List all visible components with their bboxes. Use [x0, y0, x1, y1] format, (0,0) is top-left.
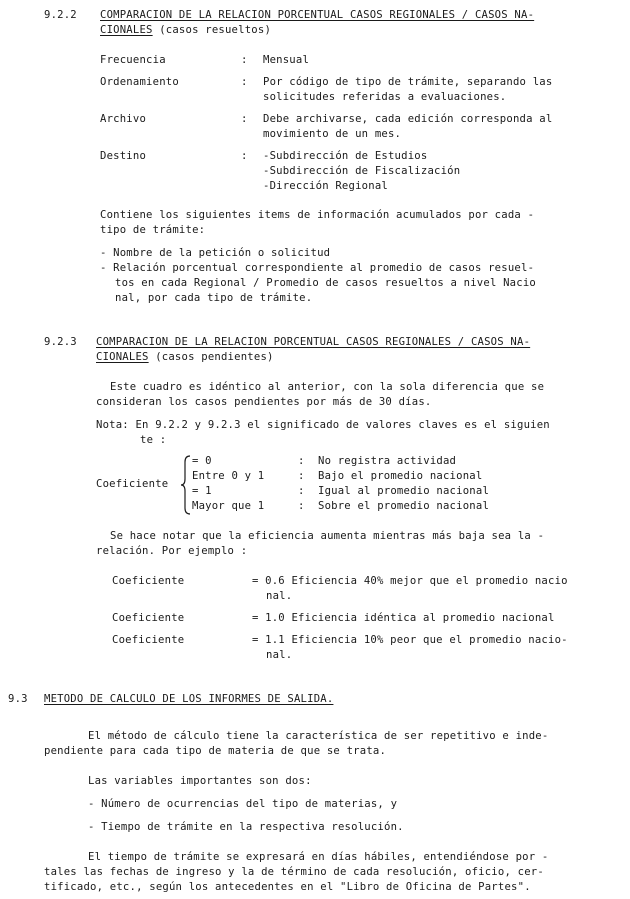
- section-title-93: METODO DE CALCULO DE LOS INFORMES DE SALIDA.: [44, 693, 334, 705]
- coef-desc: No registra actividad: [318, 455, 457, 467]
- section-title-923-suffix: (casos pendientes): [148, 351, 274, 363]
- section-title-923-underlined: CIONALES: [96, 351, 149, 363]
- field-label-frecuencia: Frecuencia: [100, 54, 166, 66]
- bullet-item: - Número de ocurrencias del tipo de materias, y: [88, 798, 398, 810]
- example-label: Coeficiente: [112, 634, 185, 646]
- section-number-93: 9.3: [8, 693, 28, 705]
- section-title-922-underlined: CIONALES: [100, 24, 153, 36]
- field-value-frecuencia: Mensual: [263, 54, 310, 66]
- paragraph-line: Se hace notar que la eficiencia aumenta mientras más baja sea la -: [110, 530, 545, 542]
- paragraph-line: tales las fechas de ingreso y la de término de cada resolución, oficio, cer-: [44, 866, 544, 878]
- curly-brace-icon: [180, 454, 192, 516]
- paragraph-line: El tiempo de trámite se expresará en días hábiles, entendiéndose por -: [88, 851, 549, 863]
- bullet-item: - Relación porcentual correspondiente al promedio de casos resuel-: [100, 262, 535, 274]
- paragraph-line: relación. Por ejemplo :: [96, 545, 248, 557]
- field-label-ordenamiento: Ordenamiento: [100, 76, 179, 88]
- example-value-line1: = 0.6 Eficiencia 40% mejor que el promedio nacio: [252, 575, 568, 587]
- coef-colon: :: [298, 500, 305, 512]
- bullet-item-cont: tos en cada Regional / Promedio de casos resueltos a nivel Nacio: [115, 277, 536, 289]
- contains-text-line1: Contiene los siguientes items de información acumulados por cada -: [100, 209, 535, 221]
- paragraph-line: tificado, etc., según los antecedentes en el "Libro de Oficina de Partes".: [44, 881, 531, 893]
- example-value-line1: = 1.0 Eficiencia idéntica al promedio nacional: [252, 612, 555, 624]
- section-number-923: 9.2.3: [44, 336, 77, 348]
- coef-cond: = 1: [192, 485, 212, 497]
- paragraph-line: El método de cálculo tiene la característica de ser repetitivo e inde-: [88, 730, 549, 742]
- coef-label: Coeficiente: [96, 478, 169, 490]
- paragraph-line: Las variables importantes son dos:: [88, 775, 312, 787]
- example-value-line2: nal.: [266, 649, 293, 661]
- bullet-item: - Nombre de la petición o solicitud: [100, 247, 331, 259]
- field-colon: :: [241, 150, 248, 162]
- contains-text-line2: tipo de trámite:: [100, 224, 206, 236]
- section-title-922-line1: COMPARACION DE LA RELACION PORCENTUAL CASOS REGIONALES / CASOS NA-: [100, 9, 535, 21]
- bullet-item: - Tiempo de trámite en la respectiva resolución.: [88, 821, 404, 833]
- section-title-922-suffix: (casos resueltos): [152, 24, 272, 36]
- coef-colon: :: [298, 455, 305, 467]
- coef-desc: Sobre el promedio nacional: [318, 500, 490, 512]
- field-value-destino-line1: -Subdirección de Estudios: [263, 150, 428, 162]
- bullet-item-cont: nal, por cada tipo de trámite.: [115, 292, 313, 304]
- section-title-923-line1: COMPARACION DE LA RELACION PORCENTUAL CASOS REGIONALES / CASOS NA-: [96, 336, 531, 348]
- coef-cond: Mayor que 1: [192, 500, 265, 512]
- coef-desc: Igual al promedio nacional: [318, 485, 490, 497]
- coef-colon: :: [298, 470, 305, 482]
- field-value-destino-line3: -Dirección Regional: [263, 180, 388, 192]
- field-value-ordenamiento-line2: solicitudes referidas a evaluaciones.: [263, 91, 507, 103]
- example-value-line1: = 1.1 Eficiencia 10% peor que el promedio nacio-: [252, 634, 568, 646]
- section-number-922: 9.2.2: [44, 9, 77, 21]
- field-value-destino-line2: -Subdirección de Fiscalización: [263, 165, 461, 177]
- nota-line2: te :: [140, 434, 167, 446]
- coef-cond: Entre 0 y 1: [192, 470, 265, 482]
- example-value-line2: nal.: [266, 590, 293, 602]
- example-label: Coeficiente: [112, 575, 185, 587]
- field-colon: :: [241, 54, 248, 66]
- coef-desc: Bajo el promedio nacional: [318, 470, 483, 482]
- coef-cond: = 0: [192, 455, 212, 467]
- field-colon: :: [241, 113, 248, 125]
- field-value-archivo-line1: Debe archivarse, cada edición corresponda al: [263, 113, 553, 125]
- paragraph-line: pendiente para cada tipo de materia de que se trata.: [44, 745, 387, 757]
- nota-line1: Nota: En 9.2.2 y 9.2.3 el significado de valores claves es el siguien: [96, 419, 550, 431]
- paragraph-line: consideran los casos pendientes por más de 30 días.: [96, 396, 432, 408]
- field-value-archivo-line2: movimiento de un mes.: [263, 128, 402, 140]
- coef-colon: :: [298, 485, 305, 497]
- section-title-923-line2: [96, 350, 274, 365]
- section-title-922-line2: [100, 23, 271, 38]
- paragraph-line: Este cuadro es idéntico al anterior, con la sola diferencia que se: [110, 381, 545, 393]
- field-label-archivo: Archivo: [100, 113, 147, 125]
- example-label: Coeficiente: [112, 612, 185, 624]
- field-label-destino: Destino: [100, 150, 147, 162]
- field-colon: :: [241, 76, 248, 88]
- field-value-ordenamiento-line1: Por código de tipo de trámite, separando las: [263, 76, 553, 88]
